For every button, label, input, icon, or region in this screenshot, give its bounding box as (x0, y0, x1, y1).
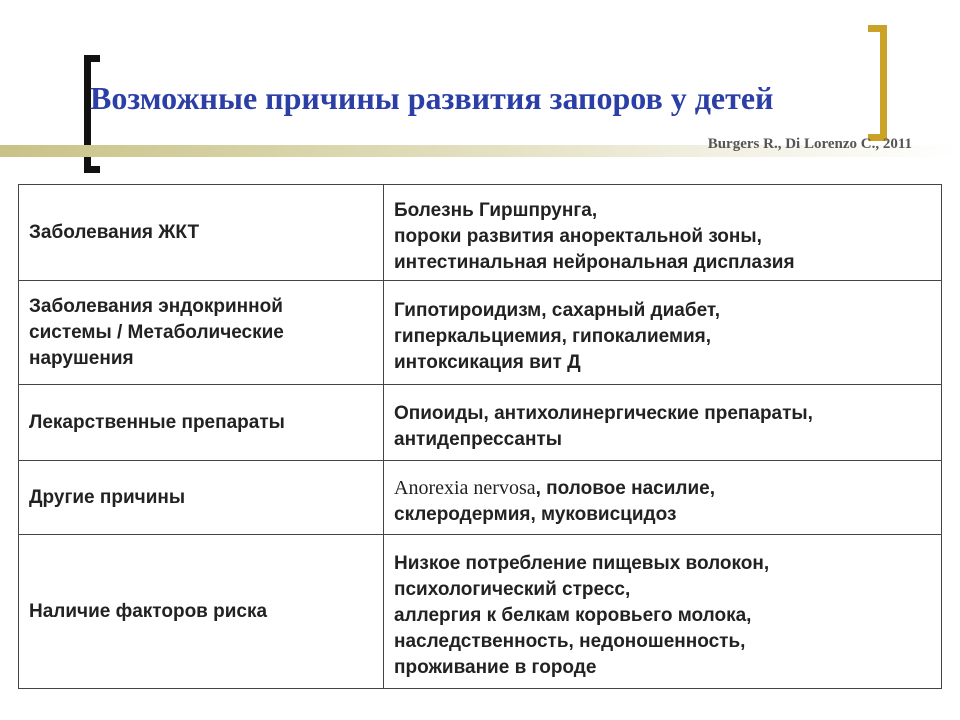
description-line: пороки развития аноректальной зоны, (394, 225, 762, 247)
description-cell (384, 185, 942, 281)
category-line: системы / Метаболические (29, 321, 284, 343)
citation: Burgers R., Di Lorenzo C., 2011 (707, 136, 912, 152)
table-row (19, 461, 942, 535)
category-label: Другие причины (29, 486, 186, 508)
table-row (19, 185, 942, 281)
category-cell (19, 281, 384, 385)
description-line: Опиоиды, антихолинергические препараты, (394, 402, 813, 424)
causes-table (18, 184, 942, 689)
description-line: Болезнь Гиршпрунга, (394, 199, 598, 221)
latin-term: Anorexia nervosa (394, 477, 536, 499)
category-line: нарушения (29, 347, 134, 369)
table-row (19, 281, 942, 385)
description-line: проживание в городе (394, 656, 597, 678)
description-line: склеродермия, муковисцидоз (394, 504, 677, 525)
category-line: Заболевания эндокринной (29, 295, 283, 317)
table-row (19, 535, 942, 689)
description-line (394, 475, 931, 502)
description-line: Гипотироидизм, сахарный диабет, (394, 299, 721, 321)
description-line: интоксикация вит Д (394, 351, 581, 373)
category-label: Заболевания ЖКТ (29, 221, 200, 243)
category-label: Лекарственные препараты (29, 411, 285, 433)
description-cell (384, 461, 942, 535)
category-cell (19, 385, 384, 461)
description-cell (384, 385, 942, 461)
description-cell (384, 535, 942, 689)
description-line: Низкое потребление пищевых волокон, (394, 552, 770, 574)
description-line-rest: , половое насилие, (535, 478, 715, 499)
right-bracket-decoration (868, 25, 887, 141)
description-cell (384, 281, 942, 385)
description-line: антидепрессанты (394, 428, 562, 450)
slide-title: Возможные причины развития запоров у детей (90, 80, 774, 116)
category-cell (19, 535, 384, 689)
table-row (19, 385, 942, 461)
description-line: аллергия к белкам коровьего молока, (394, 604, 752, 626)
category-cell (19, 185, 384, 281)
description-line: интестинальная нейрональная дисплазия (394, 251, 795, 273)
description-line: гиперкальциемия, гипокалиемия, (394, 325, 712, 347)
description-line: наследственность, недоношенность, (394, 630, 746, 652)
category-label: Наличие факторов риска (29, 600, 268, 622)
category-cell (19, 461, 384, 535)
description-line: психологический стресс, (394, 578, 631, 600)
